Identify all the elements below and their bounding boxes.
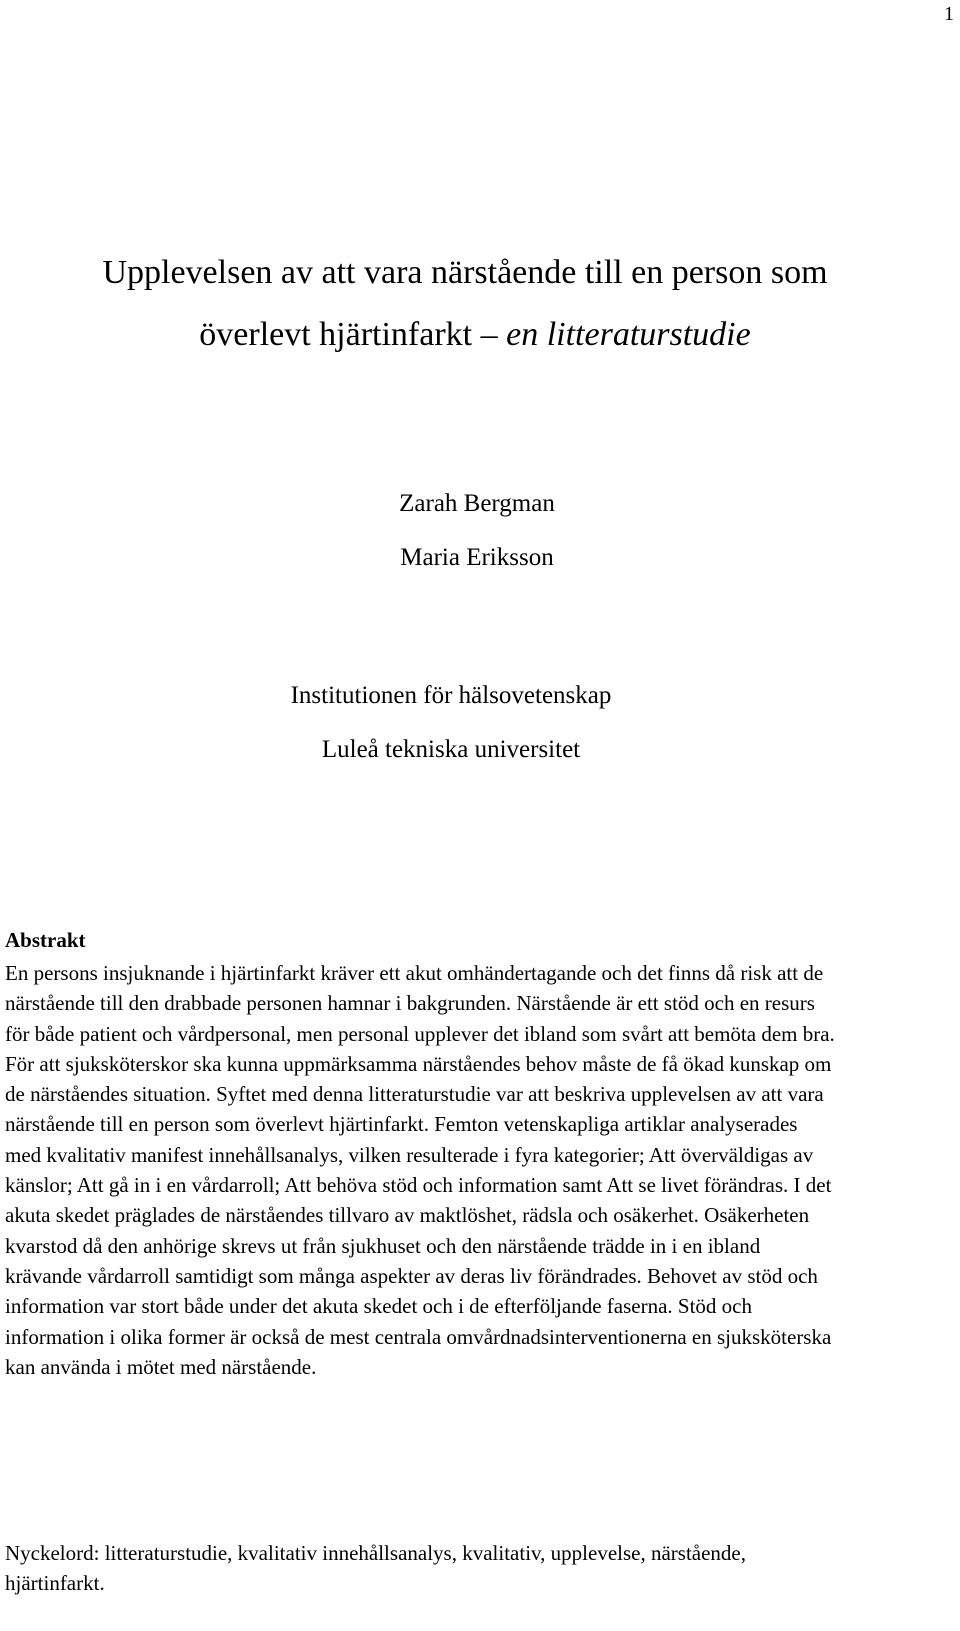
department-name: Institutionen för hälsovetenskap (290, 682, 612, 709)
title-line-1: Upplevelsen av att vara närstående till en person som (102, 254, 828, 291)
author-name: Maria Eriksson (400, 544, 554, 571)
title-line-2 (0, 304, 960, 366)
abstract-heading: Abstrakt (5, 928, 86, 952)
keywords: Nyckelord: litteraturstudie, kvalitativ innehållsanalys, kvalitativ, upplevelse, närstående, hjärtinfarkt. (5, 1541, 746, 1595)
abstract-body: En persons insjuknande i hjärtinfarkt kräver ett akut omhändertagande och det finns då risk att de närstående till den drabbade personen hamnar i bakgrunden. Närstående är ett stöd och en resurs för både patient och vårdpersonal, men personal upplever det ibland som svårt att bemöta dem bra. För att sjuksköterskor ska kunna uppmärksamma närståendes behov måste de få ökad kunskap om de närståendes situation. Syftet med denna litteraturstudie var att beskriva upplevelsen av att vara närstående till en person som överlevt hjärtinfarkt. Femton vetenskapliga artiklar analyserades med kvalitativ manifest innehållsanalys, vilken resulterade i fyra kategorier; Att överväldigas av känslor; Att gå in i en vårdarroll; Att behöva stöd och information samt Att se livet förändras. I det akuta skedet präglades de närståendes tillvaro av maktlöshet, rädsla och osäkerhet. Osäkerheten kvarstod då den anhörige skrevs ut från sjukhuset och den närstående trädde in i en ibland krävande vårdarroll samtidigt som många aspekter av deras liv förändrades. Behovet av stöd och information var stort både under det akuta skedet och i de efterföljande faserna. Stöd och information i olika former är också de mest centrala omvårdnadsinterventionerna en sjuksköterska kan använda i mötet med närstående. (5, 961, 835, 1379)
title-subtitle: en litteraturstudie (506, 316, 751, 353)
page-number: 1 (944, 3, 954, 25)
affiliation (0, 669, 960, 777)
abstract-section (5, 924, 835, 1382)
title-line-2-plain: överlevt hjärtinfarkt – (199, 316, 507, 353)
document-title (0, 242, 960, 366)
author-name: Zarah Bergman (399, 490, 555, 517)
author-list (0, 477, 960, 585)
university-name: Luleå tekniska universitet (321, 736, 581, 763)
